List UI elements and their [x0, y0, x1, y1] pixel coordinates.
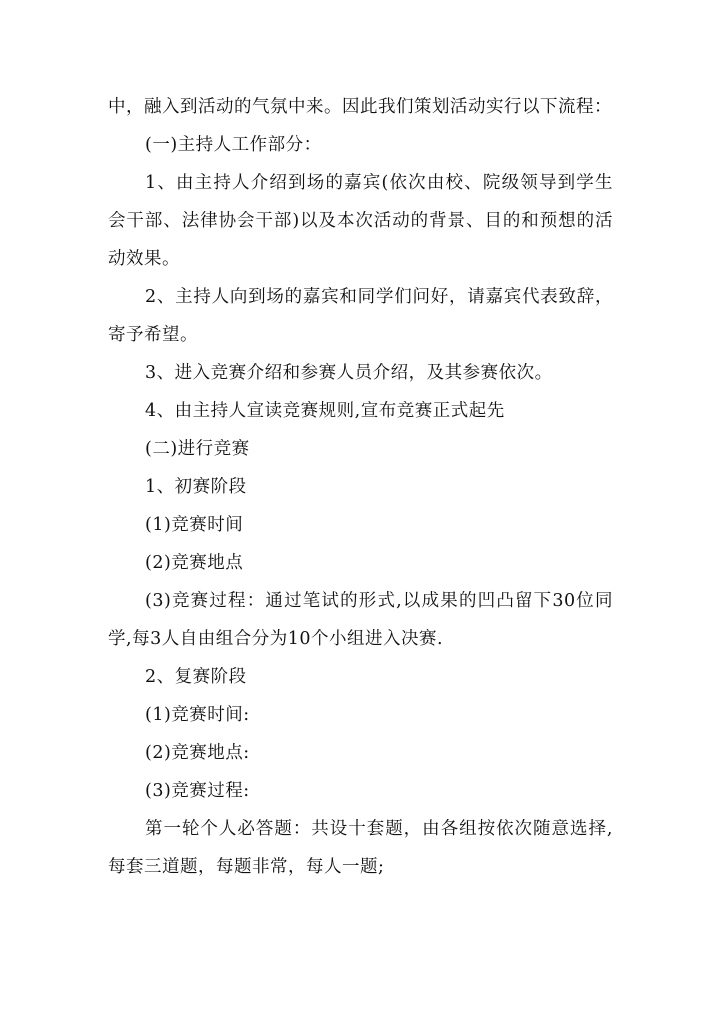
paragraph-host-step-4: 4、由主持人宣读竞赛规则,宣布竞赛正式起先 [145, 401, 505, 421]
paragraph-host-step-2: 2、主持人向到场的嘉宾和同学们问好，请嘉宾代表致辞，寄予希望。 [108, 287, 613, 345]
list-item-semifinal-process: (3)竞赛过程: [145, 781, 250, 801]
list-item-preliminary-location: (2)竞赛地点 [145, 553, 244, 573]
paragraph-host-step-1: 1、由主持人介绍到场的嘉宾(依次由校、院级领导到学生会干部、法律协会干部)以及本次活动的背景、目的和预想的活动效果。 [108, 173, 613, 269]
section-heading-host: (一)主持人工作部分： [145, 135, 322, 155]
subheading-preliminary: 1、初赛阶段 [145, 477, 247, 497]
paragraph-round-one: 第一轮个人必答题：共设十套题，由各组按依次随意选择,每套三道题，每题非常，每人一题; [108, 819, 613, 877]
document-body [108, 88, 613, 886]
list-item-preliminary-time: (1)竞赛时间 [145, 515, 244, 535]
list-item-semifinal-location: (2)竞赛地点: [145, 743, 250, 763]
subheading-semifinal: 2、复赛阶段 [145, 667, 247, 687]
list-item-semifinal-time: (1)竞赛时间: [145, 705, 250, 725]
paragraph-flow-intro: 中，融入到活动的气氛中来。因此我们策划活动实行以下流程： [108, 97, 612, 117]
paragraph-host-step-3: 3、进入竞赛介绍和参赛人员介绍，及其参赛依次。 [145, 363, 553, 383]
list-item-preliminary-process: (3)竞赛过程：通过笔试的形式,以成果的凹凸留下30位同学,每3人自由组合分为10个小组进入决赛. [108, 591, 613, 649]
section-heading-competition: (二)进行竞赛 [145, 439, 250, 459]
